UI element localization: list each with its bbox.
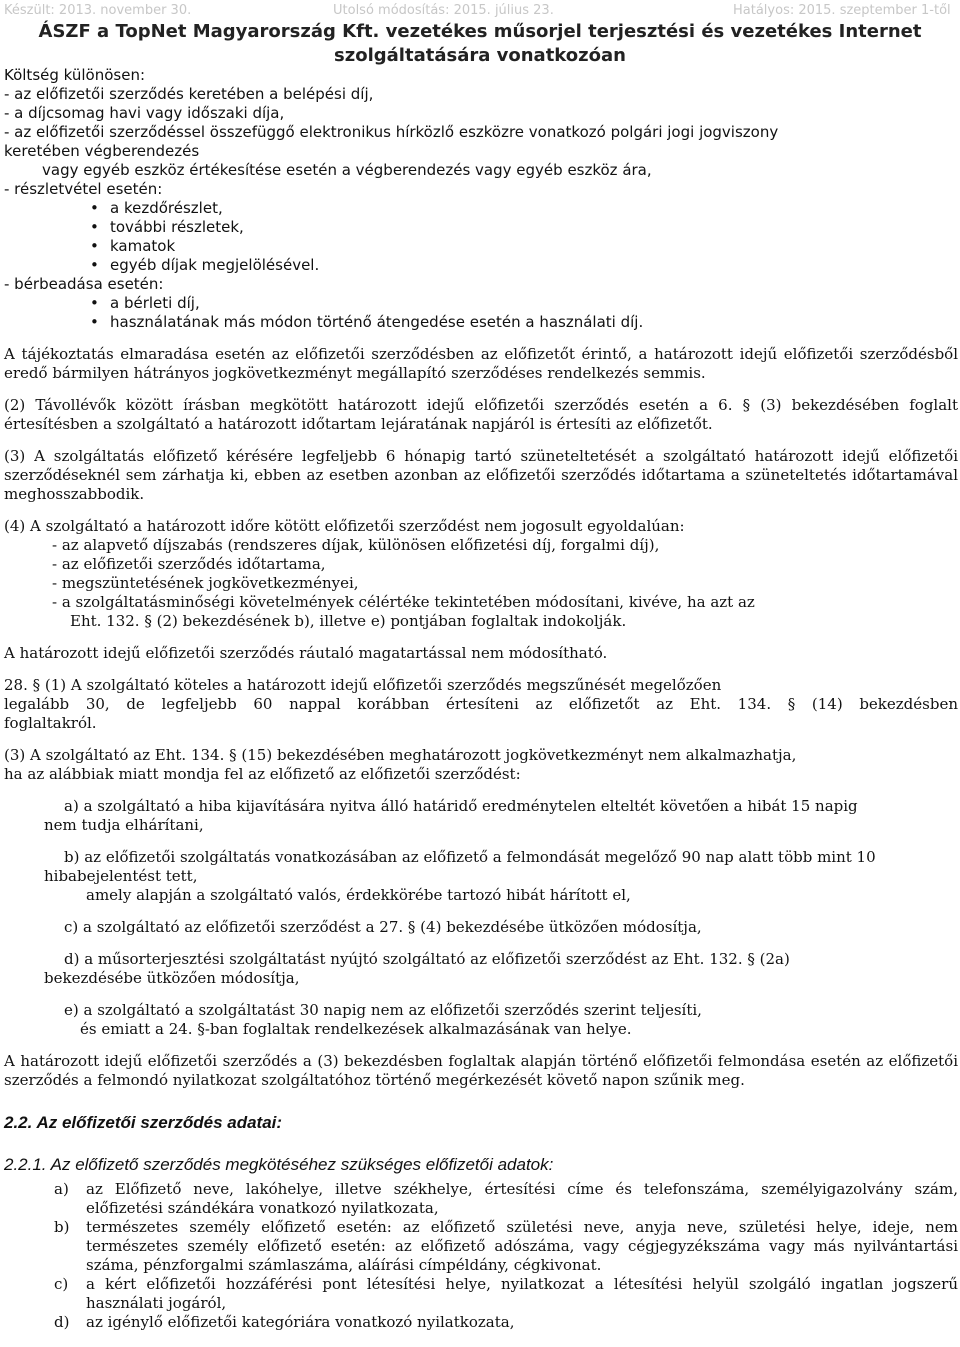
cost-item-continuation: vagy egyéb eszköz értékesítése esetén a végberendezés vagy egyéb eszköz ára, — [42, 161, 652, 179]
header-line-1: ÁSZF a TopNet Magyarország Kft. vezetékes műsorjel terjesztési és vezetékes Internet — [38, 21, 922, 42]
clause-e-line: és emiatt a 24. §-ban foglaltak rendelkezések alkalmazásának van helye. — [80, 1020, 632, 1038]
effective-date: Hatályos: 2015. szeptember 1-től — [733, 3, 951, 18]
clause-b-line: hibabejelentést tett, — [44, 867, 198, 885]
data-list-item — [4, 1313, 958, 1332]
list-letter: a) — [54, 1180, 69, 1198]
paragraph-4-item: - megszüntetésének jogkövetkezményei, — [52, 574, 359, 592]
header-line-2: szolgáltatására vonatkozóan — [334, 45, 626, 66]
rental-title: - bérbeadása esetén: — [4, 275, 164, 293]
clause-b-line: b) az előfizetői szolgáltatás vonatkozásában az előfizető a felmondását megelőző 90 nap alatt több mint 10 — [64, 848, 876, 866]
data-list-item — [4, 1218, 958, 1275]
clause-d-line: bekezdésébe ütközően módosítja, — [44, 969, 300, 987]
clause-d-line: d) a műsorterjesztési szolgáltatást nyújtó szolgáltató az előfizetői szerződést az Eht. 132. § (2a) — [64, 950, 790, 968]
list-letter: d) — [54, 1313, 70, 1331]
list-text: természetes személy előfizető esetén: az előfizető születési neve, anyja neve, születési helye, ideje, nem természetes személy előfizető esetén: az előfizető adószáma, vagy cégjegyzékszáma vagy más nyilvántartási száma, pénzforgalmi számlaszáma, aláírási címpéldány, cégkivonat. — [86, 1218, 958, 1274]
installment-title: - részletvétel esetén: — [4, 180, 163, 198]
paragraph-28-3-line: ha az alábbiak miatt mondja fel az előfizető az előfizetői szerződést: — [4, 765, 521, 783]
installment-bullet: • egyéb díjak megjelölésével. — [4, 256, 958, 275]
clause-b-line: amely alapján a szolgáltató valós, érdekkörébe tartozó hibát hárított el, — [86, 886, 631, 904]
clause-a-line: nem tudja elhárítani, — [44, 816, 204, 834]
document-header — [0, 20, 960, 68]
list-text: az igénylő előfizetői kategóriára vonatkozó nyilatkozata, — [86, 1313, 515, 1331]
paragraph-4-tail: Eht. 132. § (2) bekezdésének b), illetve e) pontjában foglaltak indokolják. — [70, 612, 627, 630]
paragraph-4-item: - a szolgáltatásminőségi követelmények célértéke tekintetében módosítani, kivéve, ha azt az — [52, 593, 755, 611]
document-meta-bar — [0, 0, 960, 20]
installment-bullet: • a kezdőrészlet, — [4, 199, 958, 218]
rental-bullet: • a bérleti díj, — [4, 294, 958, 313]
document-body — [4, 66, 958, 1332]
paragraph-missing-info: A tájékoztatás elmaradása esetén az előfizetői szerződésben az előfizetőt érintő, a határozott idejű előfizetői szerződésből eredő bármilyen hátrányos jogkövetkezményt megállapító szerződéses rendelkezés semmis. — [4, 345, 958, 382]
paragraph-28-line: 28. § (1) A szolgáltató köteles a határozott idejű előfizetői szerződés megszűnését megelőzően — [4, 676, 722, 694]
data-list-item — [4, 1275, 958, 1313]
paragraph-4-item: - az előfizetői szerződés időtartama, — [52, 555, 326, 573]
paragraph-implied-conduct: A határozott idejű előfizetői szerződés ráutaló magatartással nem módosítható. — [4, 644, 608, 662]
paragraph-final: A határozott idejű előfizetői szerződés a (3) bekezdésben foglaltak alapján történő előfizetői felmondása esetén az előfizetői szerződés a felmondó nyilatkozat szolgáltatóhoz történő megérkezését követő napon szűnik meg. — [4, 1052, 958, 1089]
modified-date: Utolsó módosítás: 2015. július 23. — [333, 3, 554, 18]
paragraph-4-intro: (4) A szolgáltató a határozott időre kötött előfizetői szerződést nem jogosult egyoldalúan: — [4, 517, 685, 535]
paragraph-28-line: foglaltakról. — [4, 714, 97, 732]
data-list-item — [4, 1180, 958, 1218]
installment-bullet: • kamatok — [4, 237, 958, 256]
paragraph-3: (3) A szolgáltatás előfizető kérésére legfeljebb 6 hónapig tartó szüneteltetését a szolgáltató határozott idejű előfizetői szerződéseknél sem zárhatja ki, ebben az esetben azonban az előfizetői szerződés időtartama a szüneteltetés időtartamával meghosszabbodik. — [4, 447, 958, 503]
paragraph-28-line: legalább 30, de legfeljebb 60 nappal korábban értesíteni az előfizetőt az Eht. 134. § (14) bekezdésben — [4, 695, 958, 713]
cost-item: - a díjcsomag havi vagy időszaki díja, — [4, 104, 285, 122]
clause-e-line: e) a szolgáltató a szolgáltatást 30 napig nem az előfizetői szerződés szerint teljesíti, — [64, 1001, 702, 1019]
paragraph-4-item: - az alapvető díjszabás (rendszeres díjak, különösen előfizetési díj, forgalmi díj), — [52, 536, 660, 554]
list-text: a kért előfizetői hozzáférési pont létesítési helye, nyilatkozat a létesítési helyül szolgáló ingatlan jogszerű használati jogáról, — [86, 1275, 958, 1312]
paragraph-2: (2) Távollévők között írásban megkötött határozott idejű előfizetői szerződés esetén a 6. § (3) bekezdésében foglalt értesítésben a szolgáltató a határozott időtartam lejáratának napjáról is értesíti az előfizetőt. — [4, 396, 958, 433]
list-text: az Előfizető neve, lakóhelye, illetve székhelye, értesítési címe és telefonszáma, személyigazolvány szám, előfizetési szándékára vonatkozó nyilatkozata, — [86, 1180, 958, 1217]
subsection-heading: 2.2.1. Az előfizető szerződés megkötéséhez szükséges előfizetői adatok: — [4, 1155, 554, 1174]
rental-bullet: • használatának más módon történő átengedése esetén a használati díj. — [4, 313, 958, 332]
clause-c-line: c) a szolgáltató az előfizetői szerződést a 27. § (4) bekezdésébe ütközően módosítja, — [64, 918, 702, 936]
list-letter: c) — [54, 1275, 69, 1293]
cost-item: - az előfizetői szerződéssel összefüggő elektronikus hírközlő eszközre vonatkozó polgári jogi jogviszony — [4, 123, 779, 141]
cost-item: - az előfizetői szerződés keretében a belépési díj, — [4, 85, 374, 103]
paragraph-28-3-line: (3) A szolgáltató az Eht. 134. § (15) bekezdésében meghatározott jogkövetkezményt nem alkalmazhatja, — [4, 746, 797, 764]
installment-bullet: • további részletek, — [4, 218, 958, 237]
section-heading: 2.2. Az előfizetői szerződés adatai: — [4, 1113, 283, 1132]
cost-item-continuation: keretében végberendezés — [4, 142, 200, 160]
created-date: Készült: 2013. november 30. — [4, 3, 192, 18]
clause-a-line: a) a szolgáltató a hiba kijavítására nyitva álló határidő eredménytelen elteltét követően a hibát 15 napig — [64, 797, 858, 815]
cost-title: Költség különösen: — [4, 66, 146, 84]
list-letter: b) — [54, 1218, 70, 1236]
